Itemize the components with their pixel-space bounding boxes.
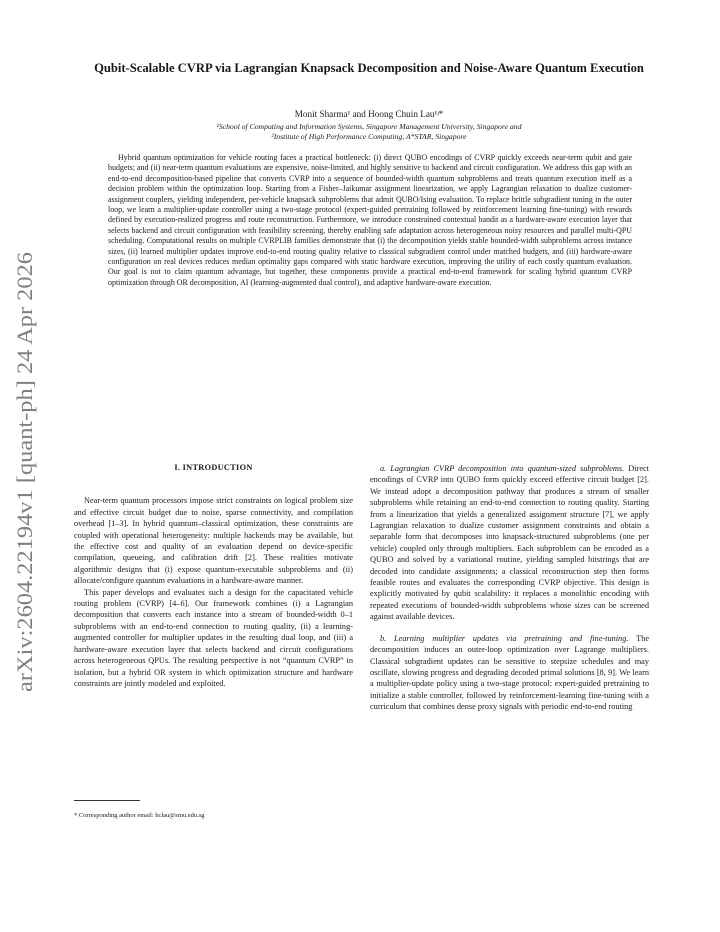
section-heading-introduction: I. INTRODUCTION [174, 463, 253, 472]
paragraph-gap [370, 623, 649, 633]
paragraph-a-body: Direct encodings of CVRP into QUBO form quickly exceed effective circuit budget [2]. We instead adopt a decomposition pathway that produces a stream of smaller subproblems while retaining an end-to-end connection to routing quality. Starting from a linearization that yields a generalized assignment structure [7], we apply Lagrangian relaxation to dualize customer assignment constraints and obtain a separable form that decomposes into knapsack-structured subproblems (one per vehicle) coupled only through multipliers. Each subproblem can be encoded as a QUBO and solved by a variational routine, yielding sampled bitstrings that are decoded into candidate assignments; a classical reconstruction step then forms feasible routes and evaluates the corresponding CVRP objective. This design is explicitly motivated by qubit scalability: it replaces a monolithic encoding with repeated executions of bounded-width subproblems whose sizes can be screened against available devices. [370, 464, 649, 622]
paragraph-b-body: The decomposition induces an outer-loop optimization over Lagrange multipliers. Classical subgradient updates can be sensitive to stepsize schedules and may oscillate, slowing progress and degrading decoded primal solutions [8, 9]. We learn a multiplier-update policy using a two-stage protocol: expert-guided pretraining to initialize a stable controller, followed by reinforcement-learning fine-tuning with a curriculum that combines dense proxy signals with periodic end-to-end routing [370, 633, 649, 712]
intro-paragraph-1: Near-term quantum processors impose strict constraints on logical problem size and effective circuit budget due to noise, sparse connectivity, and compilation overhead [1–3]. In hybrid quantum–classical optimization, these constraints are coupled with operational heterogeneity: multiple backends may be available, but the effective cost and quality of an evaluation depend on device-specific compilation, queueing, and calibration drift [2]. These realities motivate algorithmic designs that (i) expose quantum-executable subproblems and (ii) allocate/configure quantum evaluations in a hardware-aware manner. [74, 496, 353, 586]
affiliation-2: ²Institute of High Performance Computing, A*STAR, Singapore [271, 132, 467, 141]
paper-title: Qubit-Scalable CVRP via Lagrangian Knapsack Decomposition and Noise-Aware Quantum Execution [94, 61, 644, 75]
intro-paragraph-2: This paper develops and evaluates such a design for the capacitated vehicle routing problem (CVRP) [4–6]. Our framework combines (i) a Lagrangian decomposition that converts each instance into a stream of bounded-width 0–1 subproblems with an end-to-end connection to routing quality, (ii) a learning-augmented controller for multiplier updates in the resulting dual loop, and (iii) a hardware-aware execution layer that selects backend and circuit configurations across heterogeneous QPUs. The resulting perspective is not “quantum CVRP” in isolation, but a hybrid OR system in which optimization structure and hardware constraints are jointly modeled and exploited. [74, 587, 353, 688]
paragraph-a-runin: a. Lagrangian CVRP decomposition into quantum-sized subproblems. [380, 464, 625, 473]
arxiv-sidebar-stamp [2, 240, 46, 700]
paper-page [74, 0, 664, 932]
left-column [74, 462, 353, 689]
footnote-rule [74, 800, 140, 801]
author-list: Monit Sharma¹ and Hoong Chuin Lau¹ʲ* [294, 109, 444, 119]
affiliation-1: ¹School of Computing and Information Systems, Singapore Management University, Singapore and [216, 122, 522, 131]
abstract: Hybrid quantum optimization for vehicle routing faces a practical bottleneck: (i) direct QUBO encodings of CVRP quickly exceeds near-term qubit and gate budgets; and (ii) near-term quantum evaluations are expensive, noise-limited, and highly sensitive to backend and circuit configuration. We address this gap with an end-to-end decomposition-based pipeline that converts CVRP into a sequence of bounded-width quantum subproblems and treats quantum execution itself as a decision problem within the optimization loop. Starting from a Fisher–Jaikumar assignment linearization, we apply Lagrangian relaxation to dualize customer-assignment couplers, yielding independent, per-vehicle knapsack subproblems that admit QUBO/Ising evaluation. To replace brittle subgradient tuning in the outer loop, we learn a multiplier-update controller using a two-stage protocol (expert-guided pretraining followed by reinforcement learning fine-tuning) with rewards defined by execution-realized progress and route reconstruction. Furthermore, we introduce constrained contextual bandit as a hardware-aware execution layer that selects backend and circuit configuration with feasibility screening, thereby enabling safe adaptation across heterogeneous noisy resources and parallel multi-QPU scheduling. Computational results on multiple CVRPLIB families demonstrate that (i) the decomposition yields stable bounded-width subproblems across instance sizes, (ii) learned multiplier updates improve end-to-end routing quality relative to classical subgradient control under matched budgets, and (iii) hardware-aware configuration on real devices reduces median optimality gaps compared with static hardware execution, improving the utility of each costly quantum evaluation. Our goal is not to claim quantum advantage, but together, these components provide a practical end-to-end framework for scaling hybrid quantum CVRP optimization through OR decomposition, AI (learning-augmented dual control), and adaptive hardware-aware execution. [108, 153, 632, 287]
paragraph-b-runin: b. Learning multiplier updates via pretraining and fine-tuning. [380, 633, 629, 643]
right-column [370, 463, 649, 713]
footnote-corresponding-author: * Corresponding author email: hclau@smu.edu.sg [74, 812, 205, 819]
arxiv-identifier: arXiv:2604.22194v1 [quant-ph] 24 Apr 2026 [12, 295, 37, 692]
paragraph-b [370, 633, 649, 713]
paragraph-a [370, 463, 649, 623]
